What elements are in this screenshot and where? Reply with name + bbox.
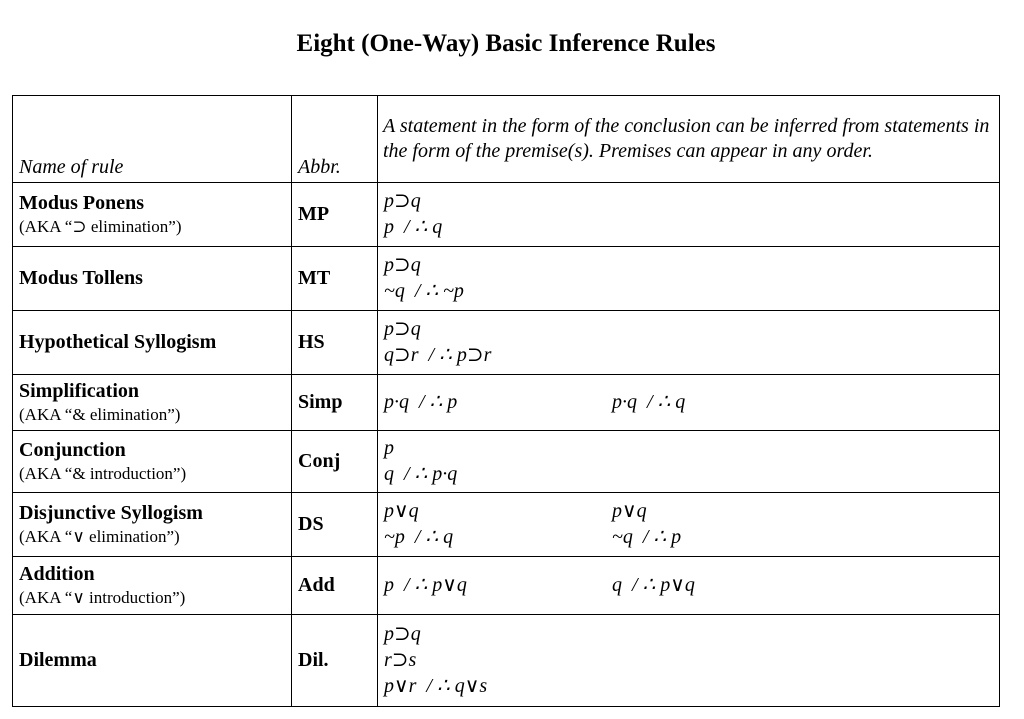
- rule-abbr: Add: [292, 557, 378, 615]
- rule-name-cell: [13, 247, 292, 311]
- form-line: q / ∴ p∨q: [612, 573, 695, 596]
- form-line: p: [384, 436, 394, 459]
- rule-forms: [378, 311, 1000, 375]
- rule-forms: [378, 431, 1000, 493]
- rule-forms: [378, 183, 1000, 247]
- rule-name: Conjunction: [19, 439, 126, 461]
- form-line: ~q / ∴ p: [612, 525, 682, 548]
- rule-abbr: Conj: [292, 431, 378, 493]
- form-line: p⊃q: [384, 189, 421, 212]
- rule-aka: (AKA “& elimination”): [19, 405, 181, 424]
- rule-forms: [378, 493, 1000, 557]
- rule-aka: (AKA “⊃ elimination”): [19, 217, 182, 236]
- rule-name-cell: [13, 311, 292, 375]
- table-row: [13, 311, 1000, 375]
- form-line: p∨q: [612, 499, 647, 522]
- form-line: p∨r / ∴ q∨s: [384, 674, 488, 697]
- rule-name: Hypothetical Syllogism: [19, 331, 217, 353]
- table-row: [13, 615, 1000, 707]
- rule-forms: [378, 557, 1000, 615]
- rule-abbr: Simp: [292, 375, 378, 431]
- rule-abbr: MT: [292, 247, 378, 311]
- rule-forms: [378, 247, 1000, 311]
- table-header-row: [13, 96, 1000, 183]
- rule-abbr: DS: [292, 493, 378, 557]
- table-row: [13, 183, 1000, 247]
- rule-name-cell: [13, 557, 292, 615]
- form-line: q / ∴ p·q: [384, 462, 458, 485]
- form-line: ~q / ∴ ~p: [384, 279, 464, 302]
- rule-name: Addition: [19, 563, 95, 585]
- header-name: Name of rule: [13, 96, 292, 183]
- form-line: q⊃r / ∴ p⊃r: [384, 343, 492, 366]
- form-line: p⊃q: [384, 253, 421, 276]
- rule-name: Dilemma: [19, 649, 97, 671]
- header-abbr: Abbr.: [292, 96, 378, 183]
- page-title: Eight (One-Way) Basic Inference Rules: [296, 30, 716, 57]
- form-line: r⊃s: [384, 648, 417, 671]
- table-row: [13, 431, 1000, 493]
- form-line: p·q / ∴ p: [384, 390, 458, 413]
- inference-rules-table: [12, 95, 1000, 707]
- form-line: p∨q: [384, 499, 419, 522]
- rule-forms: [378, 375, 1000, 431]
- rule-aka: (AKA “∨ elimination”): [19, 527, 180, 546]
- rule-name-cell: [13, 493, 292, 557]
- rule-name-cell: [13, 431, 292, 493]
- table-row: [13, 247, 1000, 311]
- table-row: [13, 493, 1000, 557]
- form-line: p / ∴ p∨q: [384, 573, 467, 596]
- rule-abbr: MP: [292, 183, 378, 247]
- rule-name: Modus Tollens: [19, 267, 143, 289]
- form-line: p⊃q: [384, 622, 421, 645]
- rule-name-cell: [13, 183, 292, 247]
- table-row: [13, 375, 1000, 431]
- header-description: A statement in the form of the conclusion can be inferred from statements in the form of the premise(s). Premises can appear in any order.: [378, 96, 1000, 183]
- rule-abbr: HS: [292, 311, 378, 375]
- table-row: [13, 557, 1000, 615]
- rule-forms: [378, 615, 1000, 707]
- form-line: p·q / ∴ q: [612, 390, 686, 413]
- rule-name-cell: [13, 375, 292, 431]
- rule-name: Disjunctive Syllogism: [19, 502, 203, 524]
- form-line: p⊃q: [384, 317, 421, 340]
- rule-aka: (AKA “& introduction”): [19, 464, 187, 483]
- form-line: ~p / ∴ q: [384, 525, 454, 548]
- rule-name: Simplification: [19, 380, 140, 402]
- rule-abbr: Dil.: [292, 615, 378, 707]
- rule-name: Modus Ponens: [19, 192, 145, 214]
- rule-name-cell: [13, 615, 292, 707]
- rule-aka: (AKA “∨ introduction”): [19, 588, 186, 607]
- form-line: p / ∴ q: [384, 215, 443, 238]
